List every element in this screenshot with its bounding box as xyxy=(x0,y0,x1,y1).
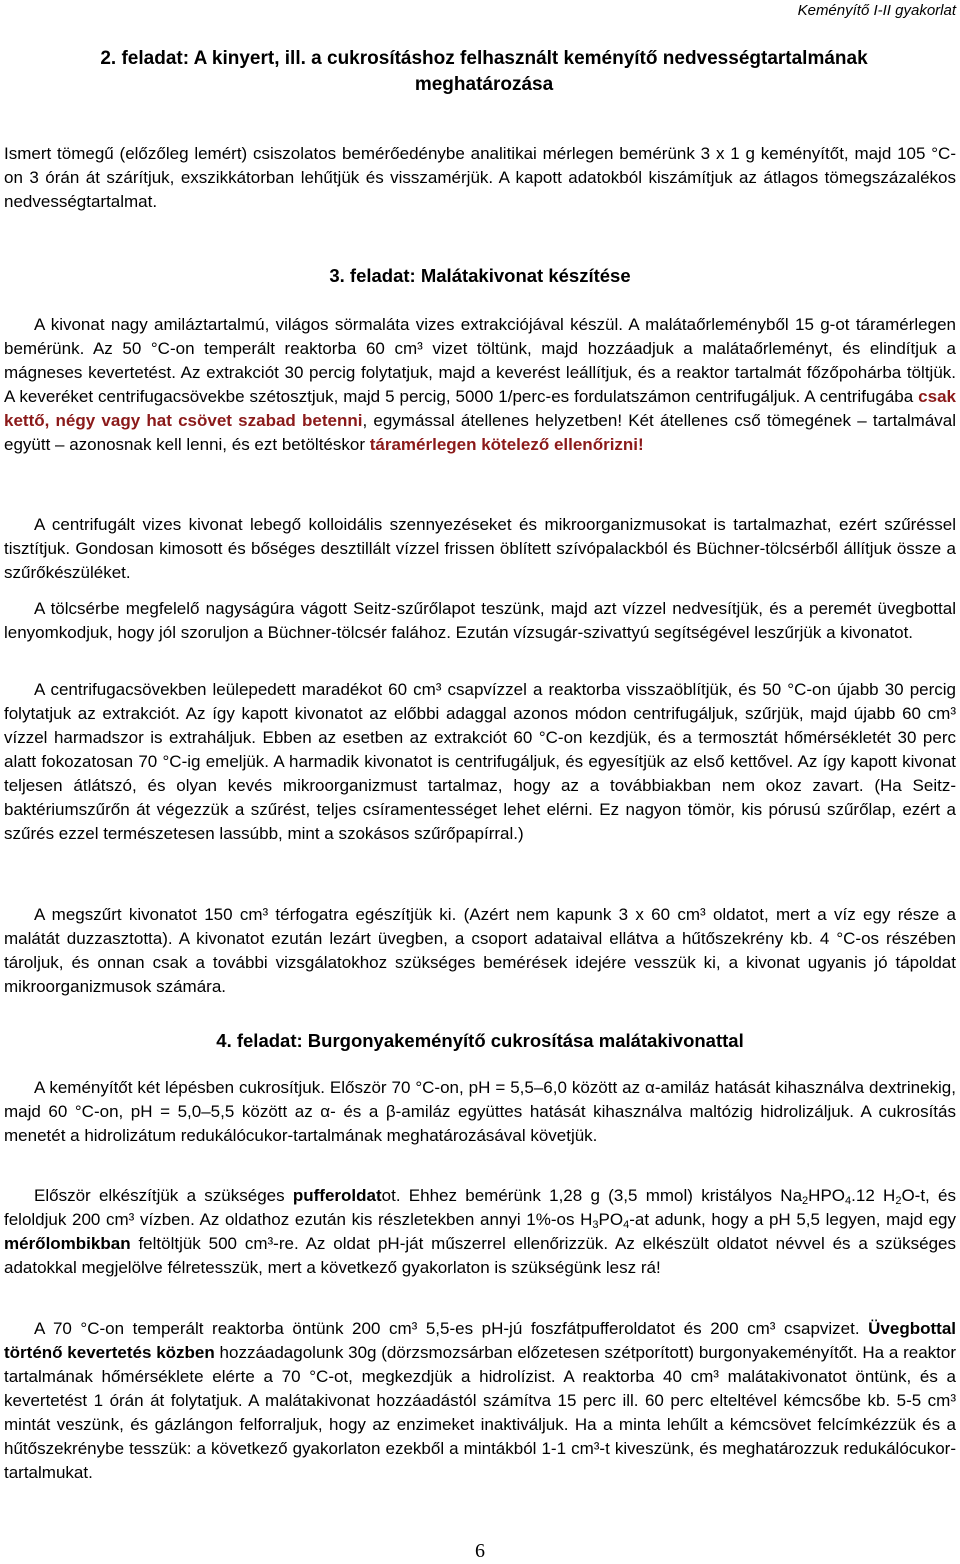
text: PO xyxy=(598,1210,624,1229)
task3-paragraph-2: A centrifugált vizes kivonat lebegő kolloidális szennyezéseket és mikroorganizmusokat is tartalmazhat, ezért szűréssel tisztítjuk. Gondosan kimosott és bőséges desztillált vízzel frissen öblített szívópalackból és Büchner-tölcsérből állítjuk össze a szűrőkészüléket. xyxy=(4,515,956,582)
task3-paragraph-5: A megszűrt kivonatot 150 cm³ térfogatra egészítjük ki. (Azért nem kapunk 3 x 60 cm³ oldatot, mert a víz egy része a malátát duzzasztotta). A kivonatot ezután lezárt üvegben, a csoport adataival ellátva a hűtőszekrény kb. 4 °C-os részében tároljuk, és onnan csak a további vizsgálatokhoz szükséges bemérések idejére vesszük ki, a kivonat ugyanis jó tápoldat mikroorganizmusok számára. xyxy=(4,905,956,996)
text: -at adunk, hogy a pH 5,5 legyen, majd egy xyxy=(629,1210,956,1229)
subscript: 2 xyxy=(895,1195,902,1207)
task3-paragraph-4: A centrifugacsövekben leülepedett maradékot 60 cm³ csapvízzel a reaktorba visszaöblítjük, és 50 °C-on újabb 30 percig folytatjuk az extrakciót. Az így kapott kivonatot az előbbi adaggal azonos módon centrifugáljuk, szűrjük, majd újabb 60 cm³ vízzel harmadszor is extraháljuk. Ebben az esetben az extrakciót 60 °C-on kezdjük, és a termosztát hőmérsékletét 30 perc alatt fokozatosan 70 °C-ig emeljük. A harmadik kivonatot is centrifugáljuk, és egyesítjük az első kettővel. Az így kapott kivonat teljesen átlátszó, és olyan kevés mikroorganizmust tartalmaz, hogy az a továbbiakban nem okoz zavart. (Ha Seitz-baktériumszűrőn át végezzük a szűrést, teljes csíramentességet lehet elérni. Ez nagyon tömör, kis pórusú szűrőlap, ezért a szűrés ezzel természetesen lassúbb, mint a szokásos szűrőpapírral.) xyxy=(4,680,956,843)
text: HPO xyxy=(808,1186,846,1205)
task4-heading: 4. feladat: Burgonyakeményítő cukrosítása malátakivonattal xyxy=(216,1030,744,1051)
text: Először elkészítjük a szükséges xyxy=(34,1186,293,1205)
warning-text: csak kettő, négy vagy hat csövet szabad betenni xyxy=(4,387,956,430)
bold-text: Üvegbottal történő kevertetés közben xyxy=(4,1319,956,1362)
task3-paragraph-3: A tölcsérbe megfelelő nagyságúra vágott Seitz-szűrőlapot teszünk, majd azt vízzel nedvesítjük, és a peremét üvegbottal lenyomkodjuk, hogy jól szoruljon a Büchner-tölcsér falához. Ezután vízsugár-szivattyú segítségével leszűrjük a kivonatot. xyxy=(4,599,956,642)
task4-paragraph-1: A keményítőt két lépésben cukrosítjuk. Először 70 °C-on, pH = 5,5–6,0 között az α-amiláz hatását kihasználva dextrinekig, majd 60 °C-on, pH = 5,0–5,5 között az α- és a β-amiláz együttes hatását kihasználva maltózig hidrolizáljuk. A cukrosítás menetét a hidrolizátum redukálócukor-tartalmának meghatározásával követjük. xyxy=(4,1078,956,1145)
text: A kivonat nagy amiláztartalmú, világos sörmaláta vizes extrakciójával készül. A malátaőrleményből 15 g-ot táramérlegen bemérünk. Az 50 °C-on temperált reaktorba 60 cm³ vizet töltünk, majd hozzáadjuk a malátaőrleményt, és elindítjuk a mágneses kevertetést. Az extrakciót 30 percig folytatjuk, majd a keverést leállítjuk, és a reaktor tartalmát főzőpohárba töltjük. A keveréket centrifugacsövekbe szétosztjuk, majd 5 percig, 5000 1/perc-es fordulatszámon centrifugáljuk. A centrifugába xyxy=(4,315,956,406)
text: feltöltjük 500 cm³-re. Az oldat pH-ját műszerrel ellenőrizzük. Az elkészült oldatot névvel és a szükséges adatokkal megjelölve félretesszük, mert a következő gyakorlaton is szükségünk lesz rá! xyxy=(4,1234,956,1277)
subscript: 4 xyxy=(845,1195,852,1207)
bold-text: mérőlombikban xyxy=(4,1234,131,1253)
running-header: Keményítő I-II gyakorlat xyxy=(797,2,956,19)
subscript: 3 xyxy=(592,1219,599,1231)
bold-text: pufferoldat xyxy=(292,1186,382,1205)
text: O-t, és feloldjuk 200 cm³ vízben. Az oldathoz ezután kis részletekben annyi 1%-os H xyxy=(4,1186,956,1229)
subscript: 2 xyxy=(802,1195,809,1207)
task4-paragraph-3 xyxy=(4,1317,956,1485)
text: , egymással átellenes helyzetben! Két átellenes cső tömegének – tartalmával együtt – azonosnak kell lenni, és ezt betöltéskor xyxy=(4,411,957,454)
subscript: 4 xyxy=(623,1219,630,1231)
task2-heading: 2. feladat: A kinyert, ill. a cukrosításhoz felhasznált keményítő nedvességtartalmának meghatározása xyxy=(100,48,868,95)
task3-paragraph-1 xyxy=(4,313,956,457)
text: .12 H xyxy=(851,1186,896,1205)
task3-heading: 3. feladat: Malátakivonat készítése xyxy=(329,265,631,286)
task2-paragraph: Ismert tömegű (előzőleg lemért) csiszolatos bemérőedénybe analitikai mérlegen bemérünk 3 x 1 g keményítőt, majd 105 °C-on 3 órán át szárítjuk, exszikkátorban lehűtjük és visszamérjük. A kapott adatokból kiszámítjuk az átlagos tömegszázalékos nedvességtartalmat. xyxy=(4,144,956,211)
task4-paragraph-2 xyxy=(4,1184,956,1280)
page-number: 6 xyxy=(475,1540,485,1562)
text: hozzáadagolunk 30g (dörzsmozsárban előzetesen szétporított) burgonyakeményítőt. Ha a reaktor tartalmának hőmérséklete elérte a 70 °C-ot, megkezdjük a hidrolízist. A reaktorba 40 cm³ malátakivonatot öntünk, és a kevertetést 1 órán át folytatjuk. A malátakivonat hozzáadástól számítva 15 perc ill. 60 perc elteltével kémcsőbe kb. 5-5 cm³ mintát veszünk, és gázlángon felforraljuk, hogy az enzimeket inaktiváljuk. Ha a minta lehűlt a kémcsövet felcímkézzük és a hűtőszekrénybe tesszük: a következő gyakorlaton ezekből a mintákból 1-1 cm³-t kiveszünk, és meghatározzuk redukálócukor-tartalmukat. xyxy=(4,1343,956,1482)
text: ot. Ehhez bemérünk 1,28 g (3,5 mmol) kristályos Na xyxy=(381,1186,803,1205)
text: A 70 °C-on temperált reaktorba öntünk 200 cm³ 5,5-es pH-jú foszfátpufferoldatot és 200 cm³ csapvizet. xyxy=(34,1319,869,1338)
warning-text: táramérlegen kötelező ellenőrizni! xyxy=(369,435,644,454)
